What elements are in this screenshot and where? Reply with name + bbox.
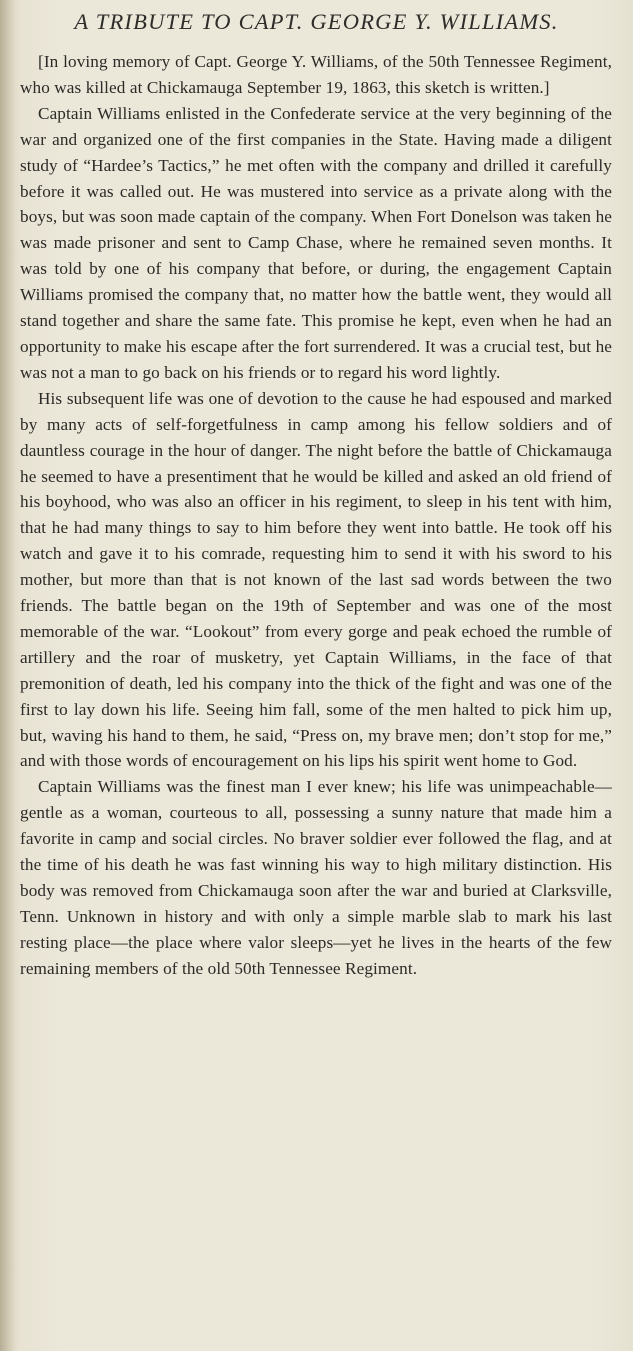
article-paragraph-chickamauga: His subsequent life was one of devotion to the cause he had espoused and marked by many acts of self-forgetfulness in camp among his fellow soldiers and of dauntless courage in the hour of danger. The night before the battle of Chickamauga he seemed to have a presentiment that he would be killed and asked an old friend of his boyhood, who was also an officer in his regiment, to sleep in his tent with him, that he had many things to say to him before they went into battle. He took off his watch and gave it to his comrade, requesting him to send it with his sword to his mother, but more than that is not known of the last sad words between the two friends. The battle began on the 19th of September and was one of the most memorable of the war. “Lookout” from every gorge and peak echoed the rumble of artillery and the roar of musketry, yet Captain Williams, in the face of that premonition of death, led his company into the thick of the fight and was one of the first to lay down his life. Seeing him fall, some of the men halted to pick him up, but, waving his hand to them, he said, “Press on, my brave men; don’t stop for me,” and with those words of encouragement on his lips his spirit went home to God. xyxy=(20,388,612,771)
article-paragraph-dedication: [In loving memory of Capt. George Y. Williams, of the 50th Tennessee Regiment, who was killed at Chickamauga September 19, 1863, this sketch is written.] xyxy=(20,52,612,97)
article-body xyxy=(20,49,612,982)
article-paragraph-tribute: Captain Williams was the finest man I ever knew; his life was unimpeachable—gentle as a woman, courteous to all, possessing a sunny nature that made him a favorite in camp and social circles. No braver soldier ever followed the flag, and at the time of his death he was fast winning his way to high military distinction. His body was removed from Chickamauga soon after the war and buried at Clarksville, Tenn. Unknown in history and with only a simple marble slab to mark his last resting place—the place where valor sleeps—yet he lives in the hearts of the few remaining members of the old 50th Tennessee Regiment. xyxy=(20,777,612,978)
article-title: A TRIBUTE TO CAPT. GEORGE Y. WILLIAMS. xyxy=(74,9,559,34)
article-paragraph-enlistment: Captain Williams enlisted in the Confederate service at the very beginning of the war and organized one of the first companies in the State. Having made a diligent study of “Hardee’s Tactics,” he met often with the company and drilled it carefully before it was called out. He was mustered into service as a private along with the boys, but was soon made captain of the company. When Fort Donelson was taken he was made prisoner and sent to Camp Chase, where he remained seven months. It was told by one of his company that before, or during, the engagement Captain Williams promised the company that, no matter how the battle went, they would all stand together and share the same fate. This promise he kept, even when he had an opportunity to make his escape after the fort surrendered. It was a crucial test, but he was not a man to go back on his friends or to regard his word lightly. xyxy=(20,103,612,382)
binding-shadow xyxy=(0,0,16,1351)
